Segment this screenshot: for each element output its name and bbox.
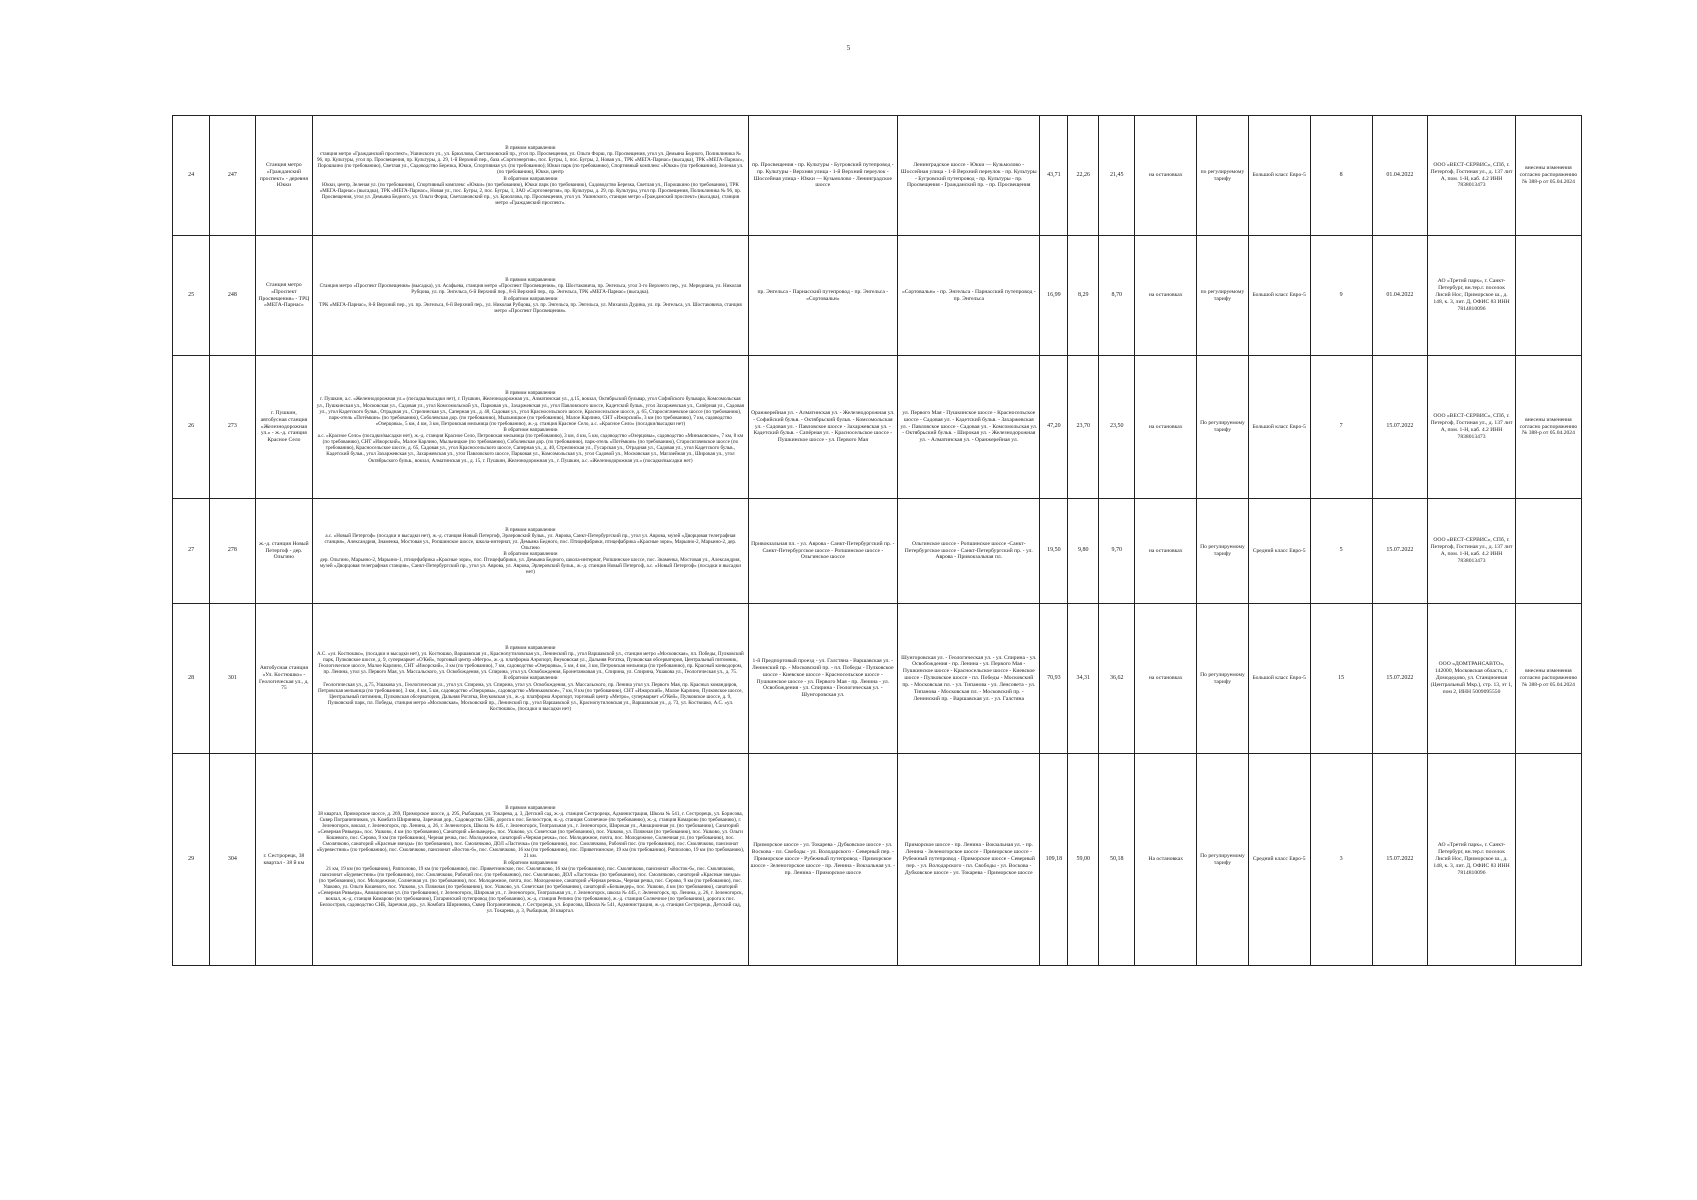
vehicle-class: Большой класс Евро-5 (1248, 356, 1310, 499)
streets-backward: ул. Первого Мая - Пушкинское шоссе - Красносельское шоссе - Садовая ул. - Кадетский бульв. - Захаржевская ул. - Павловское шоссе - Садовая ул. - Комсомольская ул. - Октябрьский бульв. - Широкая ул. - Железнодорожная ул. - Алматинская ул. - Оранжерейная ул. (898, 356, 1040, 499)
change-note: внесены изменения согласно распоряжению № 388-р от 05.04.2024 (1515, 604, 1581, 754)
streets-backward: «Сортовальн» - пр. Энгельса - Парнасский путепровод - пр. Энгельса (898, 236, 1040, 356)
tariff-type: По регулируемому тарифу (1197, 356, 1249, 499)
length-forward: 34,31 (1068, 604, 1099, 754)
page-number: 5 (846, 44, 851, 52)
backward-stops: дер. Ольгино, Марьино-2, Марьино-1, птицефабрика «Красные зори», пос. Птицефабрики, ул. Демьяна Бедного, школа-интернат, Ропшинское шоссе, пос. Знаменка, Мостовая ул., Александрия, музей «Дворцовая телеграфная станция», Санкт-Петербургский пр., угол ул. Аврова, ул. Аврова, Эрлеровский бульв., ж.-д. станция Новый Петергоф, а.с. «Новый Петергоф» (посадки и высадки нет) (319, 557, 741, 576)
streets-backward: Шунгоровская ул. - Геологическая ул. - ул. Спирина - ул. Освобождения - пр. Ленина - ул. Первого Мая - Пушкинское шоссе - Красносельское шоссе - Киевское шоссе - Пулковское шоссе - пл. Победы - Московский пр. - Московская пл. - ул. Типанова - ул. Ленсовета - ул. Типанова - Московская пл. - Московский пр. - Ленинский пр. - Варшавская ул. - ул. Галстяна (898, 604, 1040, 754)
start-date: 15.07.2022 (1372, 499, 1428, 604)
route-name: ж.-д. станция Новый Петергоф - дер. Ольгино (255, 499, 313, 604)
length-forward: 22,26 (1068, 116, 1099, 236)
table-row (173, 236, 1582, 356)
backward-label: В обратном направлении (503, 427, 558, 433)
forward-label: В прямом направлении (505, 277, 556, 284)
tariff-type: По регулируемому тарифу (1197, 754, 1249, 966)
stops-cell (313, 236, 748, 356)
backward-stops: ТРК «МЕГА-Парнас», 8-й Верхний пер., ул. пр. Энгельса, 6-й Верхний пер., ул. Николая Рубцова, ул. пр. Энгельса, пр. Энгельса, ул. Михаила Дудина, ул. пр. Энгельса, ул. Шостаковича, станция метро «Проспект Просвещения». (319, 301, 742, 314)
vehicle-class: Большой класс Евро-5 (1248, 236, 1310, 356)
backward-label: В обратном направлении (503, 551, 558, 557)
row-index: 28 (173, 604, 210, 754)
row-index: 27 (173, 499, 210, 604)
forward-stops: станция метро «Гражданский проспект», Ушинского ул., ул. Брюллова, Светлановский пр., угол пр. Просвещения, ул. Ольги Форш, пр. Просвещения, угол ул. Демьяна Бедного, Поликлиника № 96, пр. Культуры, угол пр. Просвещения, пр. Культуры, д. 29, 1-й Верхний пер., база «Сортоэнергия», пос. Бугры, 1, пос. Бугры, 2, Новая ул., ТРК «МЕГА-Парнас» (высадка), ТРК «МЕГА-Парнас», Порошкино (по требованию), Светлая ул., Садоводство Березка, Юкки, Спортивная ул. (по требованию); Юкки парк (по требованию), Спортивный комплекс «Юкки» (по требованию), Зеленая ул. (по требованию), Юкки, центр (316, 151, 744, 176)
carrier-info: ООО «ВЕСТ-СЕРВИС», СПб, г. Петергоф, Гостиная ул., д. 137 лит А, пом. 1-Н, каб. 4.2 ИНН 7838013473 (1428, 356, 1516, 499)
stop-order: на остановках (1135, 499, 1197, 604)
stops-cell (313, 754, 748, 966)
backward-label: В обратном направлении (503, 175, 558, 182)
carrier-info: АО «Третий парк», г. Санкт-Петербург, вн.тер.г. поселок Лисий Нос, Приморское ш., д. 148, к. 3, лит. Д, ОФИС 83 ИНН 7814810096 (1428, 754, 1516, 966)
change-note (1515, 236, 1581, 356)
length-total: 43,71 (1040, 116, 1068, 236)
table-row (173, 356, 1582, 499)
vehicle-count: 3 (1310, 754, 1372, 966)
forward-stops: Станция метро «Проспект Просвещения» (высадка), ул. Асафьева, станция метро «Проспект Просвещения», пр. Шостаковича, пр. Энгельса, угол 3-го Верхнего пер., ул. Мередиана, ул. Николая Рубцова, ул. пр. Энгельса, 6-й Верхний пер., 8-й Верхний пер., пр. Энгельса, ТРК «МЕГА-Парнас» (высадка). (319, 283, 742, 296)
vehicle-count: 5 (1310, 499, 1372, 604)
route-name: г. Сестрорецк, 38 квартал - 38 й км (255, 754, 313, 966)
route-number: 278 (210, 499, 255, 604)
vehicle-class: Большой класс Евро-5 (1248, 116, 1310, 236)
start-date: 15.07.2022 (1372, 356, 1428, 499)
backward-stops: Юкки, центр, Зеленая ул. (по требованию), Спортивный комплекс «Юкки» (по требованию), Юкки парк (по требованию), Садоводство Березка, Светлая ул., Порошкино (по требованию), ТРК «МЕГА-Парнас» (высадка), ТРК «МЕГА-Парнас», Новая ул., пос. Бугры, 2, пос. Бугры, 1, ЗАО «Сортоэнергия», пр. Культуры, д. 29, пр. Культуры, угол пр. Просвещения, Поликлиника № 96, пр. Просвещения, угол ул. Демьяна Бедного, ул. Ольги Форш, Светлановский пр., ул. Брюллова, пр. Просвещения, угол ул. Ушинского, станция метро «Гражданский проспект» (высадка), станция метро «Гражданский проспект». (319, 181, 742, 206)
length-forward: 8,29 (1068, 236, 1099, 356)
vehicle-class: Большой класс Евро-5 (1248, 604, 1310, 754)
route-number: 304 (210, 754, 255, 966)
streets-backward: Ольгинское шоссе - Ропшинское шоссе -Санкт-Петербургское шоссе - Санкт-Петербургский пр. - ул. Аврова - Привокзальная пл. (898, 499, 1040, 604)
vehicle-class: Средний класс Евро-5 (1248, 754, 1310, 966)
tariff-type: По регулируемому тарифу (1197, 499, 1249, 604)
stops-cell (313, 499, 748, 604)
table-row (173, 754, 1582, 966)
streets-forward: Приморское шоссе - ул. Токарева - Дубковское шоссе - ул. Воскова - пл. Свободы - ул. Володарского - Северный пер. - Приморское шоссе - Рубежный путепровод - Приморское шоссе - Зеленогорское шоссе - пр. Ленина - Вокзальная ул. - пр. Ленина - Приморское шоссе (748, 754, 898, 966)
vehicle-class: Средний класс Евро-5 (1248, 499, 1310, 604)
change-note (1515, 754, 1581, 966)
carrier-info: ООО «ВЕСТ-СЕРВИС», СПб, г. Петергоф, Гостиная ул., д. 137 лит А, пом. 1-Н, каб. 4.2 ИНН 7838013473 (1428, 499, 1516, 604)
stop-order: На остановках (1135, 754, 1197, 966)
start-date: 01.04.2022 (1372, 236, 1428, 356)
length-total: 47,20 (1040, 356, 1068, 499)
length-backward: 9,70 (1099, 499, 1135, 604)
carrier-info: ООО «ДОМТРАНСАВТО», 142000, Московская область, г. Домодедово, ул. Станционная (Центральный Мкр.), стр. 13, эт 1, пом 2, ИНН 5009095550 (1428, 604, 1516, 754)
length-backward: 50,18 (1099, 754, 1135, 966)
length-forward: 23,70 (1068, 356, 1099, 499)
forward-label: В прямом направлении (505, 526, 556, 533)
forward-stops: 38 квартал, Приморское шоссе, д. 269, Приморское шоссе, д. 295, Рыбацкая, ул. Токарева, д. 3, Детский сад, ж.-д. станция Сестрорецк, Администрация, Школа № 541, г. Сестрорецк, ул. Борисова, Сквер Пограничников, ул. Комбата Шириняна, Заречная дор., Садоводство СНБ, дорога к пос. Белоостров, ж.-д. станция Солнечное (по требованию), ж.-д. станция Комарово (по требованию), г. Зеленогорск, вокзал, г. Зеленогорск, пр. Ленина, д. 26, г. Зеленогорск, Школа № 445, г. Зеленогорск, Театральная ул., г. Зеленогорск, Широкая ул., Авиационная ул. (по требованию), Санаторий «Северная Ривьера», пос. Ушково, 4 км (по требованию), Санаторий «Бельведер», пос. Ушково, ул. Советская (по требованию), пос. Ушково, ул. Пляжная (по требованию), пос. Ушково, ул. Ольги Кошевого, пос. Серово, 9 км (по требованию), Черная речка, пос. Молодежное, санаторий «Черная речка», пос. Молодежное, почта, пос. Молодежное, Солнечная ул. (по требованию), пос. Смолячково, санаторий «Красные звезды» (по требованию), пос. Смолячково, ДОЛ «Ласточка» (по требованию), пос. Смолячково, Рабочий пос. (по требованию), пос. Смолячково, пансионат «Буревестник» (по требованию), пос. Смолячково, пансионат «Восток-6», пос. Смолячково, 16 км (по требованию), пос. Приветнинское, 19 км (по требованию), Рапполово, 19 км (по требованию), 21 км. (316, 810, 745, 860)
backward-stops: 21 км, 19 км (по требованию), Рапполово, 19 км (по требованию), пос. Приветнинское, пос. Смолячково, 16 км (по требованию), пос. Смолячково, пансионат «Восток-6», пос. Смолячково, пансионат «Буревестник» (по требованию), пос. Смолячково, Рабочий пос. (по требованию), пос. Смолячково, ДОЛ «Ласточка» (по требованию), пос. Смолячково, санаторий «Красные звезды» (по требованию), пос. Молодежное, Солнечная ул. (по требованию), пос. Молодежное, почта, пос. Молодежное, санаторий «Черная речка», Черная речка, пос. Серово, 9 км (по требованию), пос. Ушково, ул. Ольги Кошевого, пос. Ушково, ул. Пляжная (по требованию), пос. Ушково, ул. Советская (по требованию), санаторий «Бельведер», пос. Ушково, 4 км (по требованию), санаторий «Северная Ривьера», Авиационная ул. (по требованию), г. Зеленогорск, Широкая ул., г. Зеленогорск, Театральная ул., г. Зеленогорск, школа № 445, г. Зеленогорск, пр. Ленина, д. 26, г. Зеленогорск, вокзал, ж.-д. станция Комарово (по требованию), Гагаринский путепровод (по требованию), ж.-д. станция Репино (по требованию), ж.-д. станция Солнечное (по требованию), дорога к пос. Белоостров, садоводство СНБ, Заречная дор., ул. Комбата Шириняна, Сквер Пограничников, г. Сестрорецк, ул. Борисова, Школа № 541, Администрация, ж.-д. станция Сестрорецк, Детский сад, ул. Токарева, д. 3, Рыбацкая, 38 квартал. (317, 865, 743, 915)
tariff-type: по регулируемому тарифу (1197, 236, 1249, 356)
start-date: 01.04.2022 (1372, 116, 1428, 236)
stop-order: на остановках (1135, 116, 1197, 236)
streets-forward: пр. Энгельса - Парнасский путепровод - пр. Энгельса - «Сортовальн» (748, 236, 898, 356)
stop-order: на остановках (1135, 356, 1197, 499)
change-note: внесены изменения согласно распоряжению № 388-р от 05.04.2024 (1515, 116, 1581, 236)
backward-label: В обратном направлении (503, 675, 558, 682)
length-backward: 8,70 (1099, 236, 1135, 356)
table-row (173, 116, 1582, 236)
change-note: внесены изменения согласно распоряжению № 388-р от 05.04.2024 (1515, 356, 1581, 499)
route-name: Станция метро «Гражданский проспект» - деревня Юкки (255, 116, 313, 236)
length-backward: 36,62 (1099, 604, 1135, 754)
route-number: 248 (210, 236, 255, 356)
forward-stops: А.С. «ул. Костюшко», (посадки и высадки нет), ул. Костюшко, Варшавская ул., Краснопутиловская ул., Ленинский пр., угол Варшавской ул., станция метро «Московская», пл. Победы, Пулковский парк, Пулковское шоссе, д. 9, супермаркет «О'Кей», торговый центр «Метро», ж.-д. платформа Аэропорт, Внуковская ул., Дальняя Рогатка, Пулковская обсерватория, Центральный питомник, Геологическое шоссе, Малое Карлино, СНТ «Ижорский», 3 км (по требованию), 7 км, садоводство «Озерцовы», 5 км, 4 км, 3 км, Петровская мельница (по требованию), пр. Красный конкодором, пр. Ленина, угол ул. Первого Мая, ул. Массальского, ул. Освобождения, ул. Спирина, угол ул. Освобождения, Бронетанковая ул., Спирина, ул. Спирина, Ушакова ул., Геологическая ул., д. 75. (316, 651, 744, 676)
route-name: г. Пушкин, автобусная станция «Железнодорожная ул.» - ж.-д. станция Красное Село (255, 356, 313, 499)
route-number: 247 (210, 116, 255, 236)
tariff-type: По регулируемому тарифу (1197, 604, 1249, 754)
routes-table (172, 115, 1582, 966)
stop-order: на остановках (1135, 604, 1197, 754)
table-row (173, 604, 1582, 754)
vehicle-count: 7 (1310, 356, 1372, 499)
backward-label: В обратном направлении (503, 295, 558, 302)
row-index: 26 (173, 356, 210, 499)
length-total: 19,50 (1040, 499, 1068, 604)
vehicle-count: 15 (1310, 604, 1372, 754)
row-index: 29 (173, 754, 210, 966)
streets-forward: пр. Просвещения - пр. Культуры - Бугровский путепровод - пр. Культуры - Верхняя улица - 1-й Верхний переулок - Шоссейная улица - Юкки — Кузьмолово - Ленинградское шоссе (748, 116, 898, 236)
length-forward: 9,80 (1068, 499, 1099, 604)
forward-label: В прямом направлении (505, 144, 556, 151)
forward-label: В прямом направлении (505, 390, 556, 397)
vehicle-count: 8 (1310, 116, 1372, 236)
row-index: 25 (173, 236, 210, 356)
length-backward: 21,45 (1099, 116, 1135, 236)
length-total: 109,18 (1040, 754, 1068, 966)
tariff-type: по регулируемому тарифу (1197, 116, 1249, 236)
forward-stops: г. Пушкин, а.с. «Железнодорожная ул.» (посадка/высадки нет), г. Пушкин, Железнодорожная ул., Алматинская ул., д.15, вокзал, Октябрьский бульвар, угол Софийского бульвара, Комсомольская ул., Пушкинская ул., Московская ул., Садовая ул., угол Комсомольской ул., Парковая ул., Захаржевская ул., угол Павловского шоссе, Кадетский бульв., угол Захаржевская ул., Сапёрная ул., Садовая ул., угол Кадетского бульв., Отрадная ул., Стрелинская ул., Саперная ул., д. 40, Садовая ул., угол Красносельского шоссе, Красносельское шоссе, д. 65, Старосигачевское шоссе (по требованию), парк-отель «Потёмкин» (по требованию), Соболевская дор. (по требованию), Мыльницкое (по требованию), Малое Карлино, СНТ «Ижорский», 3 км (по требованию), 7 км, садоводство «Озерцовы», 5 км, 4 км, 3 км, Петровская мельница (по требованию), ж.-д. станция Красное Село, а.с. «Красное Село» (посадки/высадки нет) (316, 396, 745, 427)
length-forward: 59,00 (1068, 754, 1099, 966)
stop-order: на остановках (1135, 236, 1197, 356)
route-number: 273 (210, 356, 255, 499)
length-backward: 23,50 (1099, 356, 1135, 499)
carrier-info: АО «Третий парк», г. Санкт-Петербург, вн.тер.г. поселок Лисий Нос, Приморское ш., д. 148, к. 3, лит. Д, ОФИС 83 ИНН 7814810096 (1428, 236, 1516, 356)
stops-cell (313, 356, 748, 499)
vehicle-count: 9 (1310, 236, 1372, 356)
backward-stops: а.с. «Красное Село» (посадки/высадки нет), ж.-д. станция Красное Село, Петровская мельница (по требованию), 3 км, 4 км, 5 км, садоводство «Озерцовы», садоводство «Миньковское», 7 км, 8 км (по требованию), СНТ «Ижорский», Малое Карлино, Мыльницкое (по требованию), Соболевская дор. (по требованию), парк-отель «Потёмкин» (по требованию), Старосигачевское шоссе (по требованию), Красносельское шоссе, д. 65, Садовая ул., угол Красносельского шоссе, Саперная ул., д. 40, Стрелинская ул., Гусарская ул., Отрадная ул., Садовая ул., угол Кадетского бульв., Кадетский бульв., угол Захаржевская ул., Захаржевская ул., угол Павловского шоссе, Парковая ул., Комсомольская ул., угол Садовой ул., Московская ул., Магазейная ул., Широкая ул., угол Октябрьского бульв., вокзал, Алматинская ул., д. 15, г. Пушкин, Железнодорожная ул., г. Пушкин, а.с. «Железнодорожная ул.» (посадки/высадки нет) (317, 433, 744, 464)
stops-cell (313, 116, 748, 236)
route-name: Автобусная станция «Ул. Костюшко» - Геологическая ул., д. 75 (255, 604, 313, 754)
backward-stops: Геологическая ул., д.75, Ушакова ул., Геологическая ул., угол ул. Спирина, ул. Спирина, угол ул. Освобождения, ул. Массальского, пр. Ленина угол ул. Первого Мая, пр. Красных командиров, Петровская мельница (по требованию), 3 км, 4 км, 5 км, садоводство «Озерцовы», садоводство «Миньковское», 7 км, 8 км (по требованию), СНТ «Ижорский», Малое Карлино, Пулковское шоссе, Центральный питомник, Пулковская обсерватория, Дальняя Рогатка, Внуковская ул., ж.-д. платформа Аэропорт, торговый центр «Метро», супермаркет «О'Кей», Пулковское шоссе, д. 9, Пулковский парк, пл. Победы, станция метро «Московская», Московский пр., Ленинский пр., угол Варшавской ул., Краснопутиловская ул., Варшавская ул., д. 73, ул. Костюшко, А.С. «ул. Костюшко», (посадки и высадки нет) (317, 681, 743, 712)
length-total: 16,99 (1040, 236, 1068, 356)
backward-label: В обратном направлении (503, 859, 558, 866)
table-row (173, 499, 1582, 604)
streets-forward: 1-й Предпортовый проезд - ул. Галстяна - Варшавская ул. - Ленинский пр. - Московский пр. - пл. Победы - Пулковское шоссе - Киевское шоссе - Красносельское шоссе - Пушкинское шоссе - ул. Первого Мая - пр. Ленина - ул. Освобождения - ул. Спирина - Геологическая ул. - Шунгоровская ул. (748, 604, 898, 754)
streets-forward: Привокзальная пл. - ул. Аврова - Санкт-Петербургский пр. - Санкт-Петербургское шоссе - Ропшинское шоссе - Ольгинское шоссе (748, 499, 898, 604)
start-date: 15.07.2022 (1372, 754, 1428, 966)
forward-label: В прямом направлении (505, 804, 556, 811)
forward-label: В прямом направлении (505, 644, 556, 651)
carrier-info: ООО «ВЕСТ-СЕРВИС», СПб, г. Петергоф, Гостиная ул., д. 137 лит А, пом. 1-Н, каб. 4.2 ИНН 7838013473 (1428, 116, 1516, 236)
row-index: 24 (173, 116, 210, 236)
streets-forward: Оранжерейная ул. - Алматинская ул. - Железнодорожная ул. - Софийский бульв. - Октябрьский бульв. - Комсомольская ул. - Садовая ул. - Павловское шоссе - Захаржевская ул. - Кадетский бульв. - Сапёрная ул. - Красносельское шоссе - Пушкинское шоссе - ул. Первого Мая (748, 356, 898, 499)
forward-stops: а.с. «Новый Петергоф» (посадки и высадки нет), ж.-д. станция Новый Петергоф, Эрлеровский бульв., ул. Аврова, Санкт-Петербургский пр., угол ул. Аврова, музей «Дворцовая телеграфная станция», Александрия, Знаменка, Мостовая ул., Ропшинское шоссе, школа-интернат, ул. Демьяна Бедного, пос. Птицефабрики, птицефабрика «Красные зори», Марьино-2, Марьино-2, дер. Ольгино (324, 532, 737, 551)
route-number: 301 (210, 604, 255, 754)
stops-cell (313, 604, 748, 754)
streets-backward: Приморское шоссе - пр. Ленина - Вокзальная ул. - пр. Ленина - Зеленогорское шоссе - Приморское шоссе - Рубежный путепровод - Приморское шоссе - Северный пер. - ул. Володарского - пл. Свободы - ул. Воскова - Дубковское шоссе - ул. Токарева - Приморское шоссе (898, 754, 1040, 966)
route-name: Станция метро «Проспект Просвещения» - ТРЦ «МЕГА-Парнас» (255, 236, 313, 356)
start-date: 15.07.2022 (1372, 604, 1428, 754)
streets-backward: Ленинградское шоссе - Юкки — Кузьмолово - Шоссейная улица - 1-й Верхний переулок - пр. Культуры - Бугровский путепровод - пр. Культуры - пр. Просвещения - Гражданский пр. - пр. Просвещения (898, 116, 1040, 236)
change-note (1515, 499, 1581, 604)
length-total: 70,93 (1040, 604, 1068, 754)
